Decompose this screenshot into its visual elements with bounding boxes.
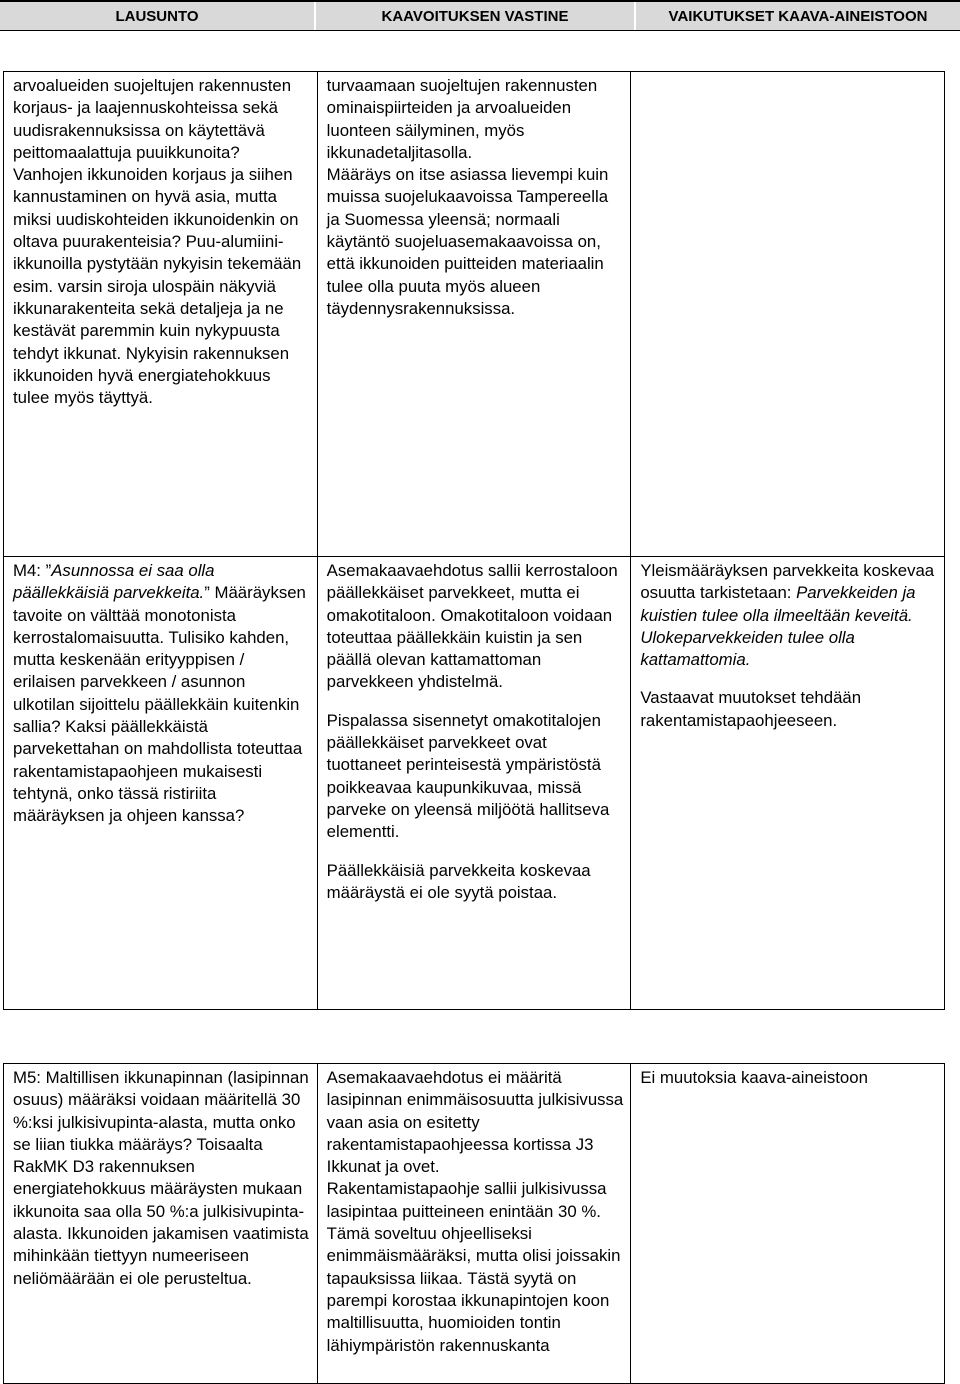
response-cell bbox=[317, 557, 631, 1010]
impact-text bbox=[640, 560, 938, 671]
impact-cell bbox=[631, 557, 945, 1010]
impact-text: Vastaavat muutokset tehdään rakentamistapaohjeeseen. bbox=[640, 688, 862, 730]
table-header bbox=[0, 0, 960, 31]
header-statement: LAUSUNTO bbox=[0, 2, 316, 30]
response-text: Pispalassa sisennetyt omakotitalojen päällekkäiset parvekkeet ovat tuottaneet perinteisestä ympäristöstä poikkeavaa kaupunkikuvaa, missä parveke on yleensä miljöötä hallitseva elementti. bbox=[326, 710, 610, 842]
quote-open: ” bbox=[45, 561, 52, 580]
quote-close: ” bbox=[204, 583, 210, 603]
impact-cell bbox=[631, 72, 945, 557]
response-text: Päällekkäisiä parvekkeita koskevaa määräystä ei ole syytä poistaa. bbox=[326, 860, 591, 902]
quoted-regulation: Asunnossa ei saa olla päällekkäisiä parvekkeita. bbox=[13, 561, 215, 603]
statement-cell bbox=[4, 1064, 318, 1384]
statement-rest: Määräyksen tavoite on välttää monotonista kerrostalomaisuutta. Tulisiko kahden, mutta keskenään erityyppisen / erilaisen parvekkeen / asunnon ulkotilan sijoittelu päällekkäin kuitenkin sallia? Kaksi päällekkäistä parvekettahan on mahdollista toteuttaa rakentamistapaohjeen mukaisesti tehtynä, onko tässä ristiriita määräyksen ja ohjeen kanssa? bbox=[13, 583, 306, 826]
impact-text: Ei muutoksia kaava-aineistoon bbox=[640, 1068, 868, 1087]
comments-table-continued bbox=[3, 1063, 945, 1384]
statement-prefix: M4: bbox=[13, 561, 46, 580]
response-text: Asemakaavaehdotus ei määritä lasipinnan enimmäisosuutta julkisivussa vaan asia on esitetty rakentamistapaohjeessa kortissa J3 Ikkunat ja ovet. bbox=[326, 1068, 624, 1177]
response-cell bbox=[317, 72, 631, 557]
comments-table bbox=[3, 71, 945, 1010]
table-row bbox=[4, 72, 945, 557]
table-row bbox=[4, 557, 945, 1010]
statement-cell bbox=[4, 557, 318, 1010]
response-text: Rakentamistapaohje sallii julkisivussa lasipintaa puitteineen enintään 30 %. Tämä soveltuu ohjeelliseksi enimmäismääräksi, mutta olisi joissakin tapauksissa liikaa. Tästä syytä on parempi korostaa ikkunapintojen koon maltillisuutta, huomioiden tontin lähiympäristön rakennuskanta bbox=[326, 1179, 621, 1355]
response-text: Määräys on itse asiassa lievempi kuin muissa suojelukaavoissa Tampereella ja Suomessa yleensä; normaali käytäntö suojeluasemakaavoissa on, että ikkunoiden puitteiden materiaalin tulee olla puuta myös alueen täydennysrakennuksissa. bbox=[326, 165, 609, 318]
header-impact: VAIKUTUKSET KAAVA-AINEISTOON bbox=[668, 7, 928, 25]
impact-intro: Yleismääräyksen parvekkeita koskevaa osuutta tarkistetaan: bbox=[640, 561, 935, 603]
response-text: turvaamaan suojeltujen rakennusten ominaispiirteiden ja arvoalueiden luonteen säilyminen, myös ikkunadetaljitasolla. bbox=[326, 76, 598, 162]
statement-cell bbox=[4, 72, 318, 557]
statement-text bbox=[13, 560, 311, 828]
header-response: KAAVOITUKSEN VASTINE bbox=[316, 2, 636, 30]
table-row bbox=[4, 1064, 945, 1384]
response-cell bbox=[317, 1064, 631, 1384]
impact-regulation-text: Parvekkeiden ja kuistien tulee olla ilmeeltään keveitä. Ulokeparvekkeiden tulee olla kattamattomia. bbox=[640, 583, 916, 670]
impact-cell bbox=[631, 1064, 945, 1384]
statement-text: arvoalueiden suojeltujen rakennusten korjaus- ja laajennuskohteissa sekä uudisrakennuksissa on käytettävä peittomaalattuja puuikkunoita? Vanhojen ikkunoiden korjaus ja siihen kannustaminen on hyvä asia, mutta miksi uudiskohteiden ikkunoidenkin on oltava puurakenteisia? Puu-alumiini-ikkunoilla pystytään nykyisin tekemään esim. varsin siroja ulospäin näkyviä ikkunarakenteita sekä detaljeja ja ne kestävät paremmin kuin nykypuusta tehdyt ikkunat. Nykyisin rakennuksen ikkunoiden hyvä energiatehokkuus tulee myös täyttyä. bbox=[13, 76, 302, 408]
response-text: Asemakaavaehdotus sallii kerrostaloon päällekkäiset parvekkeet, mutta ei omakotitaloon. Omakotitaloon voidaan toteuttaa päällekkäin kuistin ja sen päällä olevan kattamattoman parvekkeen yhdistelmä. bbox=[326, 561, 618, 692]
statement-text: M5: Maltillisen ikkunapinnan (lasipinnan osuus) määräksi voidaan määritellä 30 %:ksi julkisivupinta-alasta, mutta onko se liian tiukka määräys? Toisaalta RakMK D3 rakennuksen energiatehokkuus määräysten mukaan ikkunoita saa olla 50 %:a julkisivupinta-alasta. Ikkunoiden jakamisen vaatimista mihinkään tiettyyn numeeriseen neliömäärään ei ole perusteltua. bbox=[13, 1068, 309, 1288]
